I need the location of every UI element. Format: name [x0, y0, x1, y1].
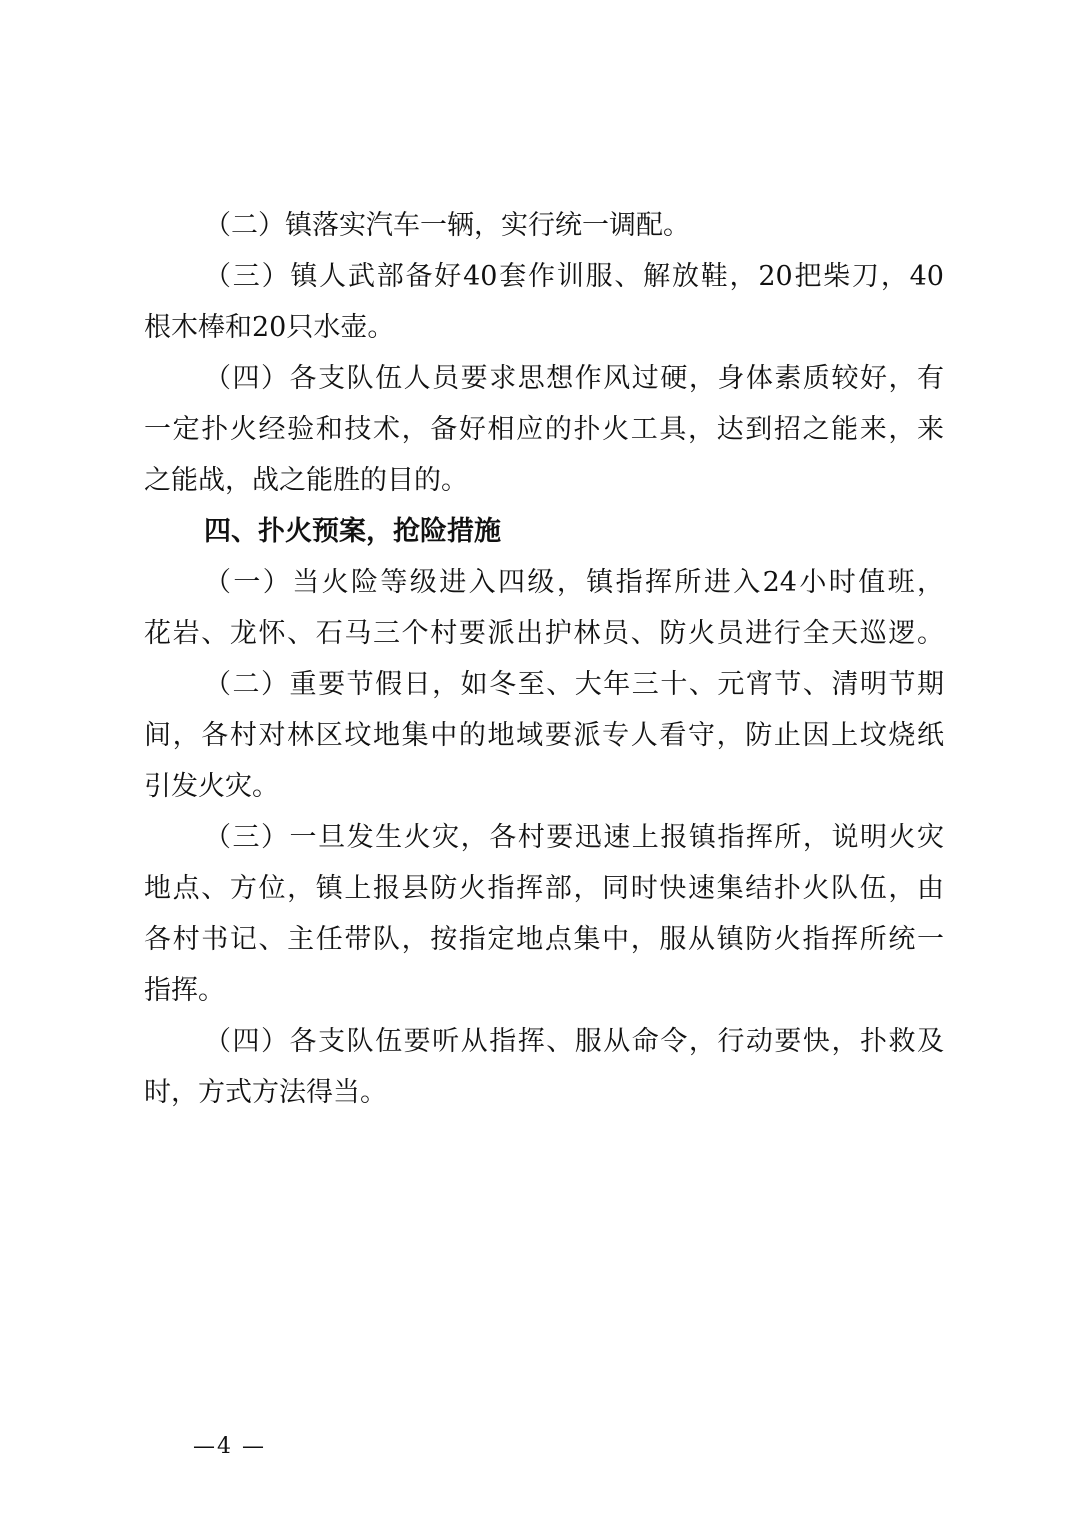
paragraph-line: （三）一旦发生火灾，各村要迅速上报镇指挥所，说明火灾 — [204, 822, 944, 853]
paragraph-line: 一定扑火经验和技术，备好相应的扑火工具，达到招之能来，来 — [144, 414, 944, 445]
paragraph-line: 时，方式方法得当。 — [144, 1077, 387, 1108]
paragraph-line: （四）各支队伍要听从指挥、服从命令，行动要快，扑救及 — [204, 1026, 944, 1057]
paragraph-line: 根木棒和20只水壶。 — [144, 312, 395, 343]
paragraph-line: 指挥。 — [144, 975, 225, 1006]
paragraph-line: （三）镇人武部备好40套作训服、解放鞋，20把柴刀，40 — [204, 261, 944, 292]
paragraph-line: （四）各支队伍人员要求思想作风过硬，身体素质较好，有 — [204, 363, 944, 394]
paragraph-line: 花岩、龙怀、石马三个村要派出护林员、防火员进行全天巡逻。 — [144, 618, 944, 649]
paragraph-line: 之能战，战之能胜的目的。 — [144, 465, 468, 496]
paragraph-line: （二）重要节假日，如冬至、大年三十、元宵节、清明节期 — [204, 669, 944, 700]
paragraph-line: （二）镇落实汽车一辆，实行统一调配。 — [204, 210, 690, 241]
page-number: —4 — — [193, 1434, 266, 1459]
paragraph-line: （一）当火险等级进入四级，镇指挥所进入24小时值班， — [204, 567, 944, 598]
paragraph-line: 间，各村对林区坟地集中的地域要派专人看守，防止因上坟烧纸 — [144, 720, 944, 751]
paragraph-line: 引发火灾。 — [144, 771, 279, 802]
section-heading: 四、扑火预案，抢险措施 — [204, 516, 501, 547]
document-body — [144, 200, 944, 1118]
paragraph-line: 地点、方位，镇上报县防火指挥部，同时快速集结扑火队伍，由 — [144, 873, 944, 904]
paragraph-line: 各村书记、主任带队，按指定地点集中，服从镇防火指挥所统一 — [144, 924, 944, 955]
